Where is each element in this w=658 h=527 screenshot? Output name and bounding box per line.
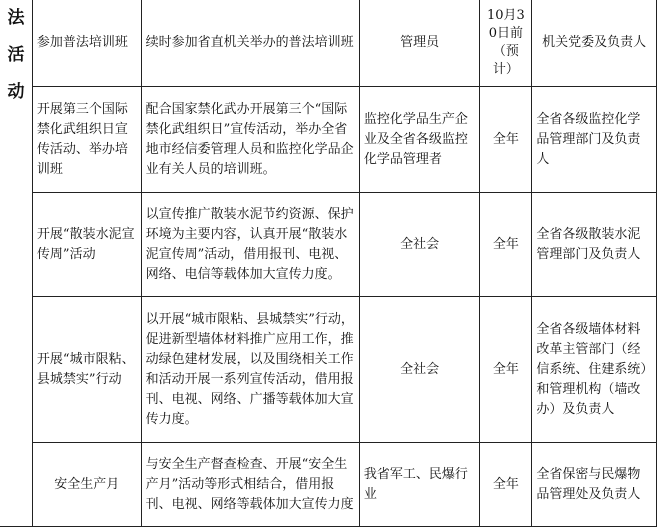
activity-responsible: 全省保密与民爆物品管理处及负责人 (536, 466, 641, 502)
left-label-char-3: 动 (7, 82, 25, 102)
activity-name: 开展第三个国际禁化武组织日宣传活动、举办培训班 (36, 101, 128, 177)
table-row (0, 443, 657, 527)
activity-target: 全社会 (400, 236, 440, 252)
header-activity-cell (32, 0, 141, 87)
activity-name: 安全生产月 (54, 476, 120, 492)
header-activity: 参加普法培训班 (36, 35, 128, 50)
left-label-char-2: 活 (7, 45, 25, 65)
activity-responsible: 全省各级散装水泥管理部门及负责人 (536, 226, 641, 262)
activity-target: 我省军工、民爆行业 (363, 466, 468, 502)
activity-content: 配合国家禁化武办开展第三个“国际禁化武组织日”宣传活动，举办全省地市经信委管理人员和监控化学品企业有关人员的培训班。 (145, 101, 354, 177)
header-content-cell (141, 0, 359, 87)
activity-responsible: 全省各级监控化学品管理部门及负责人 (536, 111, 641, 167)
activity-content: 以开展“城市限粘、县城禁实”行动，促进新型墙体材料推广应用工作，推动绿色建材发展，以及围绕相关工作和活动开展一系列宣传活动，借用报刊、电视、网络、广播等载体加大宣传力度。 (145, 311, 354, 427)
activity-name: 开展“散装水泥宣传周”活动 (36, 226, 135, 262)
header-target-cell (359, 0, 480, 87)
header-responsible: 机关党委及负责人 (542, 35, 647, 50)
header-target: 管理员 (400, 35, 440, 50)
header-responsible-cell (532, 0, 657, 87)
table-row (0, 193, 657, 297)
activity-content: 与安全生产督查检查、开展“安全生产月”活动等形式相结合，借用报刊、电视、网络等载体加大宣传力度 (145, 456, 354, 512)
activity-responsible: 全省各级墙体材料改革主管部门（经信系统、住建系统）和管理机构（墙改办）及负责人 (536, 321, 647, 417)
activity-target: 全社会 (400, 361, 440, 377)
header-row (0, 0, 657, 87)
activity-time: 全年 (492, 476, 519, 492)
activity-name: 开展“城市限粘、县城禁实”行动 (36, 351, 135, 387)
header-time: 10月30日前（预计） (486, 8, 525, 77)
left-vertical-label (0, 0, 32, 527)
left-label-char-1: 法 (7, 8, 25, 28)
activity-time: 全年 (492, 361, 519, 377)
activity-time: 全年 (492, 131, 519, 147)
activity-target: 监控化学品生产企业及全省各级监控化学品管理者 (363, 111, 468, 167)
header-time-cell (480, 0, 532, 87)
activity-time: 全年 (492, 236, 519, 252)
table-row (0, 87, 657, 193)
table-row (0, 297, 657, 443)
activity-content: 以宣传推广散装水泥节约资源、保护环境为主要内容，认真开展“散装水泥宣传周”活动，借用报刊、电视、网络、电信等载体加大宣传力度。 (145, 206, 354, 282)
header-content: 续时参加省直机关举办的普法培训班 (145, 35, 354, 50)
